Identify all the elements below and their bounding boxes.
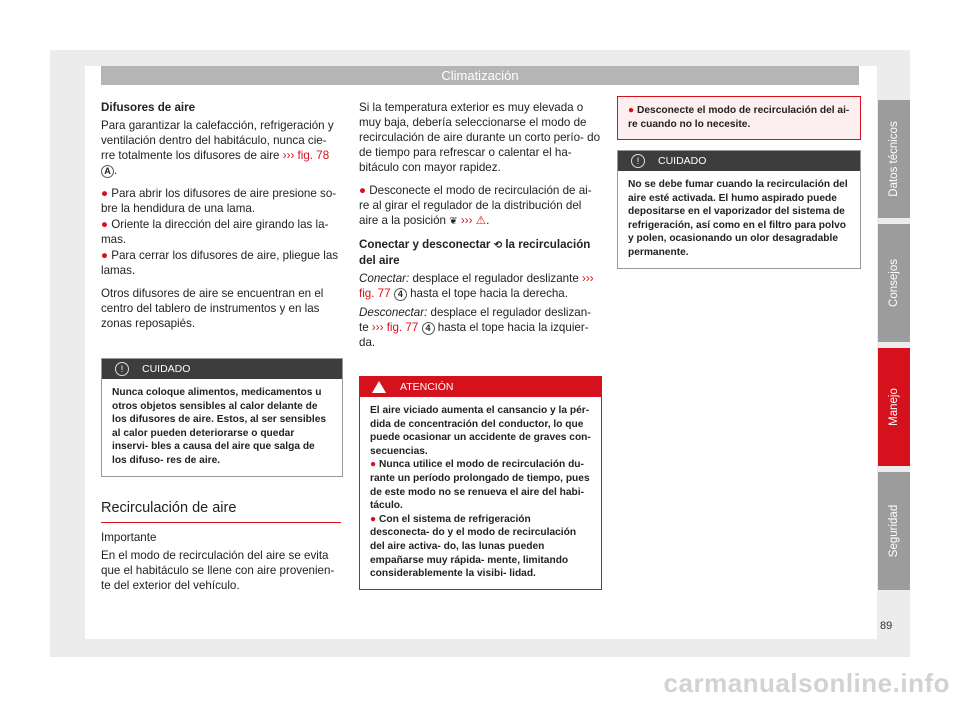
connect-paragraph: [359, 271, 601, 301]
warning-box: [359, 376, 602, 590]
warning-bullet: [628, 104, 850, 131]
disconnect-text-end: hasta el tope hacia la izquier- da.: [359, 321, 589, 349]
recirculation-icon: ⟲: [493, 240, 503, 251]
warning-bullet: [370, 513, 591, 581]
important-label: Importante: [101, 531, 157, 544]
bullet-icon: ●: [101, 249, 109, 262]
heading-part-a: Conectar y desconectar: [359, 238, 491, 251]
bullet-icon: ●: [370, 459, 377, 471]
tab-seguridad[interactable]: [878, 472, 910, 590]
warning-link[interactable]: ›››: [460, 214, 473, 227]
caution-text: No se debe fumar cuando la recirculación del aire esté activada. El humo aspirado puede depositarse en el vaporizador del sistema de refrigeración, así como en el filtro para polvo y polen, ocasionando un olor desagradable permanente.: [628, 179, 848, 258]
caution-box-1: [101, 358, 343, 477]
bullet-text: Oriente la dirección del aire girando las la- mas.: [101, 218, 329, 246]
bullet-item: [101, 186, 341, 216]
warning-body: [360, 397, 601, 589]
bullet-icon: ●: [101, 187, 109, 200]
connect-text: desplace el regulador deslizante: [412, 272, 579, 285]
tab-label: Manejo: [888, 388, 900, 426]
warning-bullet-text: Con el sistema de refrigeración desconecta- do y el modo de recirculación del aire activa- do, las lunas pueden empañarse muy rápida- mente, limitando considerablemente la visibi- lidad.: [370, 513, 577, 580]
bullet-item: [101, 248, 341, 278]
bullet-text: Para abrir los difusores de aire presione so- bre la hendidura de una lama.: [101, 187, 337, 215]
temperature-paragraph: Si la temperatura exterior es muy elevada o muy baja, debería seleccionarse el modo de recirculación de aire durante un corto perío- do de tiempo para refrescar o calentar el ha- bitáculo con mayor rapidez.: [359, 101, 601, 174]
caution-title: CUIDADO: [142, 363, 191, 375]
bullet-text: Desconecte el modo de recirculación de ai- re al girar el regulador de la distribución del aire a la posición: [359, 184, 592, 227]
page-header: Climatización: [101, 66, 859, 85]
other-diffusers-paragraph: Otros difusores de aire se encuentran en el centro del tablero de instrumentos y en las zonas reposapiés.: [101, 287, 324, 330]
warning-header: [360, 377, 601, 397]
tab-label: Datos técnicos: [888, 121, 900, 197]
warning-bullet-text: Desconecte el modo de recirculación del ai- re cuando no lo necesite.: [628, 105, 850, 130]
warning-text: El aire viciado aumenta el cansancio y la pér- dida de concentración del conductor, lo que puede ocasionar un accidente de graves con- secuencias.: [370, 405, 591, 457]
warning-continuation-body: [618, 97, 860, 139]
page-number: 89: [880, 620, 893, 632]
warning-continuation-box: [617, 96, 861, 140]
tab-consejos[interactable]: [878, 224, 910, 342]
warning-triangle-icon: [372, 381, 386, 393]
intro-text: Para garantizar la calefacción, refrigeración y ventilación dentro del habitáculo, nunca cie- rre totalmente los difusores de aire: [101, 119, 334, 162]
important-text: En el modo de recirculación del aire se evita que el habitáculo se llene con aire provenien- te del exterior del vehículo.: [101, 549, 335, 592]
bullet-icon: ●: [101, 218, 109, 231]
fig-77-link[interactable]: ››› fig. 77: [359, 272, 594, 300]
caution-text: Nunca coloque alimentos, medicamentos u otros objetos sensibles al calor delante de los difusores de aire. Estos, al ser sensibles al calor pueden deteriorarse o quedar inservi- bles a causa del aire que salga de los difuso- res de aire.: [112, 387, 327, 466]
fig-77-link[interactable]: ››› fig. 77: [371, 321, 419, 334]
bullet-text: Para cerrar los difusores de aire, pliegue las lamas.: [101, 249, 339, 277]
intro-paragraph: Para garantizar la calefacción, refrigeración y ventilación dentro del habitáculo, nunca cie- rre totalmente los difusores de aire ››› fig. 78 A .: [101, 119, 334, 177]
tab-label: Consejos: [888, 259, 900, 307]
disconnect-paragraph: [359, 305, 601, 350]
column-2: [359, 100, 601, 358]
section-title-recirculacion: Recirculación de aire: [101, 500, 341, 523]
bullet-icon: ●: [359, 184, 367, 197]
heading-difusores: Difusores de aire: [101, 101, 196, 114]
info-icon: !: [631, 154, 645, 168]
watermark: carmanualsonline.info: [663, 668, 950, 698]
air-distribution-icon: ❦: [449, 216, 458, 227]
warning-bullet-text: Nunca utilice el modo de recirculación du- rante un período prolongado de tiempo, pues de este modo no se renueva el aire del habi- táculo.: [370, 459, 590, 512]
caution-body: [618, 171, 860, 268]
caution-header: [618, 151, 860, 171]
tab-datos-tecnicos[interactable]: [878, 100, 910, 218]
fig-78-link[interactable]: ››› fig. 78: [282, 149, 330, 162]
heading-part-b: la recirculación del aire: [359, 238, 591, 267]
caution-title: CUIDADO: [658, 155, 707, 167]
bullet-item: ● Desconecte el modo de recirculación de ai- re al girar el regulador de la distribución del aire a la posición ❦ ››› ⚠.: [359, 184, 592, 227]
bullet-icon: ●: [628, 105, 635, 116]
caution-header: [102, 359, 342, 379]
warning-triangle-icon: ⚠: [475, 214, 487, 227]
column-1: [101, 100, 341, 339]
bullet-item: [101, 217, 341, 247]
tab-manejo[interactable]: [878, 348, 910, 466]
warning-bullet: [370, 458, 591, 512]
disconnect-text: desplace el regulador deslizan- te: [359, 306, 592, 334]
important-block: [101, 530, 341, 601]
tab-label: Seguridad: [888, 504, 900, 558]
fig-marker-4: 4: [422, 322, 435, 335]
caution-body: [102, 379, 342, 476]
fig-marker-4: 4: [394, 288, 407, 301]
info-icon: !: [115, 362, 129, 376]
connect-text-end: hasta el tope hacia la derecha.: [410, 287, 568, 300]
heading-conectar: [359, 237, 601, 268]
caution-box-2: [617, 150, 861, 269]
fig-marker-a: A: [101, 165, 114, 178]
warning-title: ATENCIÓN: [400, 381, 454, 393]
disconnect-label: Desconectar:: [359, 306, 428, 319]
bullet-icon: ●: [370, 513, 377, 525]
connect-label: Conectar:: [359, 272, 410, 285]
